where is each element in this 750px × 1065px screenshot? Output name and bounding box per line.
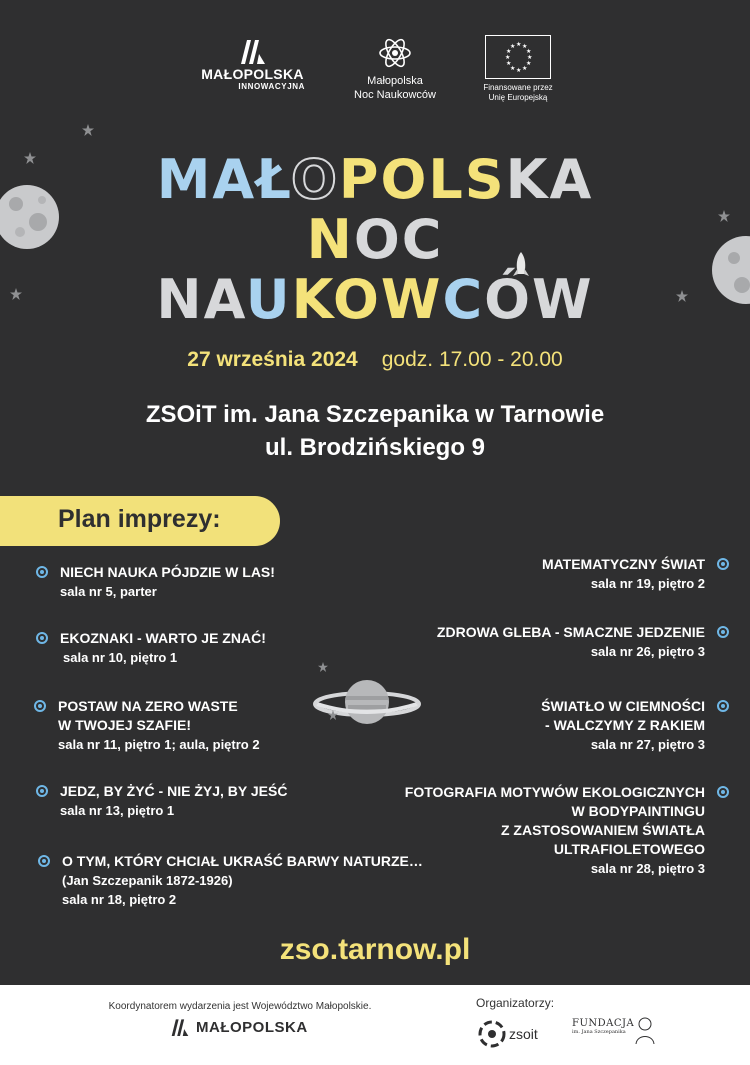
plan-title: Plan imprezy: <box>58 505 221 533</box>
svg-text:★: ★ <box>522 65 528 72</box>
item-room: sala nr 28, piętro 3 <box>590 861 705 876</box>
atom-icon <box>378 36 412 70</box>
noc-naukowcow-logo <box>340 36 450 102</box>
item-room: sala nr 5, parter <box>60 584 157 599</box>
list-item <box>60 629 266 667</box>
zsoit-logo <box>478 1020 538 1048</box>
malopolska-mark-icon <box>239 38 267 64</box>
malopolska-mark-icon <box>170 1018 190 1036</box>
zsoit-mark-icon <box>478 1020 506 1048</box>
item-title: Z ZASTOSOWANIEM ŚWIATŁA <box>500 822 705 838</box>
svg-text:★: ★ <box>516 41 522 48</box>
event-date: 27 września 2024 <box>187 348 358 371</box>
fundacja-logo <box>572 1018 658 1035</box>
item-room: sala nr 11, piętro 1; aula, piętro 2 <box>58 737 260 752</box>
item-title: JEDZ, BY ŻYĆ - NIE ŻYJ, BY JEŚĆ <box>60 783 288 799</box>
title-seg: ÓW <box>484 268 594 331</box>
list-item <box>58 697 260 754</box>
star-icon <box>82 124 94 136</box>
svg-text:★: ★ <box>526 60 532 67</box>
title-seg: KA <box>505 148 594 211</box>
list-item <box>60 782 287 820</box>
svg-text:★: ★ <box>522 43 528 50</box>
svg-text:★: ★ <box>526 48 532 55</box>
item-title: W TWOJEJ SZAFIE! <box>58 717 191 733</box>
item-title: POSTAW NA ZERO WASTE <box>58 698 238 714</box>
zsoit-name: zsoit <box>509 1026 538 1042</box>
list-item <box>542 555 705 593</box>
item-room: sala nr 26, piętro 3 <box>590 644 705 659</box>
title-seg: POLS <box>338 148 506 211</box>
title-line-naukowcow <box>0 268 750 331</box>
list-item <box>437 623 705 661</box>
item-title: ŚWIATŁO W CIEMNOŚCI <box>541 698 705 714</box>
eu-logo-line1: Finansowane przez <box>483 83 553 92</box>
mnn-logo-line2: Noc Naukowców <box>354 89 436 101</box>
bullet-icon <box>36 632 48 644</box>
item-title: MATEMATYCZNY ŚWIAT <box>541 556 705 572</box>
item-room: sala nr 10, piętro 1 <box>63 650 178 665</box>
title-line-malopolska <box>0 148 750 211</box>
title-seg: C <box>401 208 444 271</box>
svg-text:★: ★ <box>506 60 512 67</box>
item-title: ULTRAFIOLETOWEGO <box>553 841 705 857</box>
item-subtitle: (Jan Szczepanik 1872-1926) <box>62 873 233 888</box>
star-icon <box>328 710 338 720</box>
plan-banner <box>0 496 280 546</box>
item-room: sala nr 13, piętro 1 <box>60 803 175 818</box>
title-line-noc <box>0 208 750 271</box>
star-icon <box>318 662 328 672</box>
item-room: sala nr 18, piętro 2 <box>62 892 177 907</box>
footer-malopolska-logo <box>170 1018 308 1036</box>
saturn-icon <box>312 672 422 732</box>
title-seg: N <box>306 208 354 271</box>
malopolska-logo-name: MAŁOPOLSKA <box>201 66 304 82</box>
venue-line2: ul. Brodzińskiego 9 <box>264 434 486 461</box>
item-room: sala nr 19, piętro 2 <box>590 576 705 591</box>
svg-text:★: ★ <box>510 43 516 50</box>
bullet-icon <box>717 626 729 638</box>
event-date-line <box>0 348 750 372</box>
bullet-icon <box>34 700 46 712</box>
item-title: O TYM, KTÓRY CHCIAŁ UKRAŚĆ BARWY NATURZE… <box>62 853 423 869</box>
svg-text:★: ★ <box>527 54 533 61</box>
svg-text:★: ★ <box>506 48 512 55</box>
event-venue <box>0 398 750 464</box>
item-room: sala nr 27, piętro 3 <box>590 737 705 752</box>
bullet-icon <box>717 786 729 798</box>
title-seg: O <box>353 208 402 271</box>
malopolska-logo-sub: INNOWACYJNA <box>238 82 305 91</box>
item-title: EKOZNAKI - WARTO JE ZNAĆ! <box>60 630 266 646</box>
title-seg: O <box>290 148 339 211</box>
malopolska-innowacyjna-logo <box>200 38 305 91</box>
bullet-icon <box>717 558 729 570</box>
title-seg: MAŁ <box>156 148 291 211</box>
mnn-logo-line1: Małopolska <box>367 75 423 87</box>
fundacja-sub: im. Jana Szczepanika <box>572 1029 626 1035</box>
item-title: ZDROWA GLEBA - SMACZNE JEDZENIE <box>436 624 705 640</box>
svg-text:★: ★ <box>516 67 522 74</box>
fundacja-name: FUNDACJA <box>572 1018 635 1029</box>
list-item <box>62 852 423 909</box>
title-seg: C <box>442 268 485 331</box>
list-item <box>405 783 705 878</box>
title-seg: KOW <box>291 268 443 331</box>
item-title: NIECH NAUKA PÓJDZIE W LAS! <box>60 564 275 580</box>
bullet-icon <box>38 855 50 867</box>
footer-organizers-label: Organizatorzy: <box>476 996 555 1010</box>
item-title: - WALCZYMY Z RAKIEM <box>545 717 705 733</box>
website-link[interactable]: zso.tarnow.pl <box>279 933 471 966</box>
item-title: FOTOGRAFIA MOTYWÓW EKOLOGICZNYCH <box>404 784 705 800</box>
portrait-icon <box>634 1014 656 1044</box>
event-hours: godz. 17.00 - 20.00 <box>381 348 563 371</box>
eu-logo <box>478 35 558 103</box>
bullet-icon <box>36 566 48 578</box>
list-item <box>541 697 705 754</box>
eu-flag-icon <box>485 35 551 79</box>
footer-malopolska-name: MAŁOPOLSKA <box>196 1018 308 1036</box>
bullet-icon <box>36 785 48 797</box>
list-item <box>60 563 275 601</box>
svg-text:★: ★ <box>510 65 516 72</box>
venue-line1: ZSOiT im. Jana Szczepanika w Tarnowie <box>145 401 605 428</box>
footer-coordinator-text: Koordynatorem wydarzenia jest Województwo Małopolskie. <box>108 1001 372 1012</box>
bullet-icon <box>717 700 729 712</box>
item-title: W BODYPAINTINGU <box>571 803 705 819</box>
eu-logo-line2: Unię Europejską <box>488 93 548 102</box>
title-seg: NA <box>156 268 246 331</box>
svg-text:★: ★ <box>505 54 511 61</box>
title-seg: U <box>245 268 292 331</box>
